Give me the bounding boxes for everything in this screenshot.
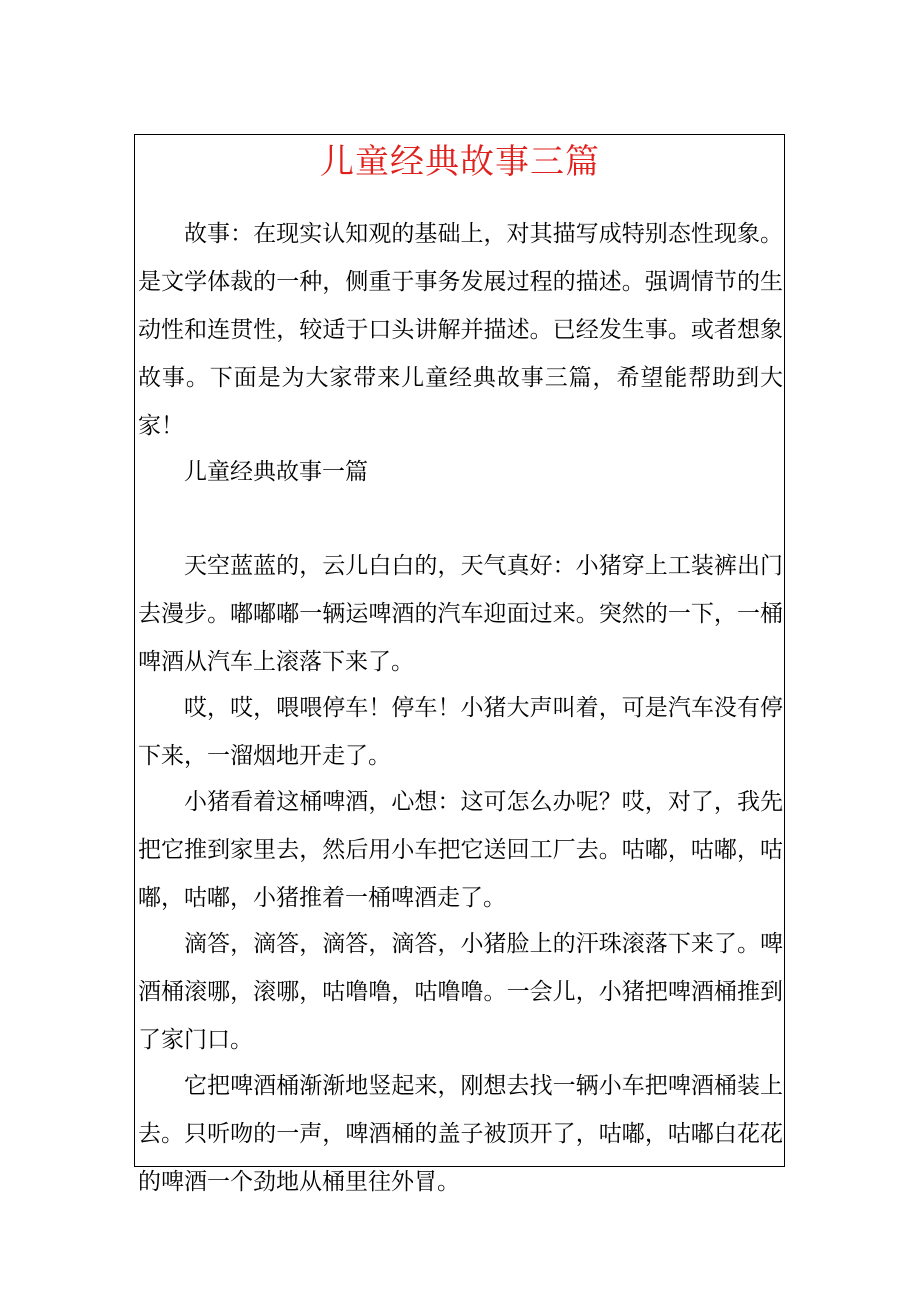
document-body [138,210,783,1204]
story-paragraph: 它把啤酒桶渐渐地竖起来，刚想去找一辆小车把啤酒桶装上去。只听吻的一声，啤酒桶的盖子被顶开了，咕嘟，咕嘟白花花的啤酒一个劲地从桶里往外冒。 [138,1073,783,1195]
section-heading: 儿童经典故事一篇 [184,459,368,485]
story-paragraph: 天空蓝蓝的，云儿白白的，天气真好：小猪穿上工装裤出门去漫步。嘟嘟嘟一辆运啤酒的汽车迎面过来。突然的一下，一桶啤酒从汽车上滚落下来了。 [138,553,783,675]
document-title: 儿童经典故事三篇 [320,142,600,182]
story-paragraph: 小猪看着这桶啤酒，心想：这可怎么办呢？哎，对了，我先把它推到家里去，然后用小车把它送回工厂去。咕嘟，咕嘟，咕嘟，咕嘟，小猪推着一桶啤酒走了。 [138,789,783,911]
story-paragraph: 哎，哎，喂喂停车！停车！小猪大声叫着，可是汽车没有停下来，一溜烟地开走了。 [138,695,783,769]
story-paragraph: 滴答，滴答，滴答，滴答，小猪脸上的汗珠滚落下来了。啤酒桶滚哪，滚哪，咕噜噜，咕噜噜。一会儿，小猪把啤酒桶推到了家门口。 [138,931,783,1053]
intro-paragraph: 故事：在现实认知观的基础上，对其描写成特别态性现象。是文学体裁的一种，侧重于事务发展过程的描述。强调情节的生动性和连贯性，较适于口头讲解并描述。已经发生事。或者想象故事。下面是为大家带来儿童经典故事三篇，希望能帮助到大家！ [138,221,783,439]
blank-line [138,496,783,542]
